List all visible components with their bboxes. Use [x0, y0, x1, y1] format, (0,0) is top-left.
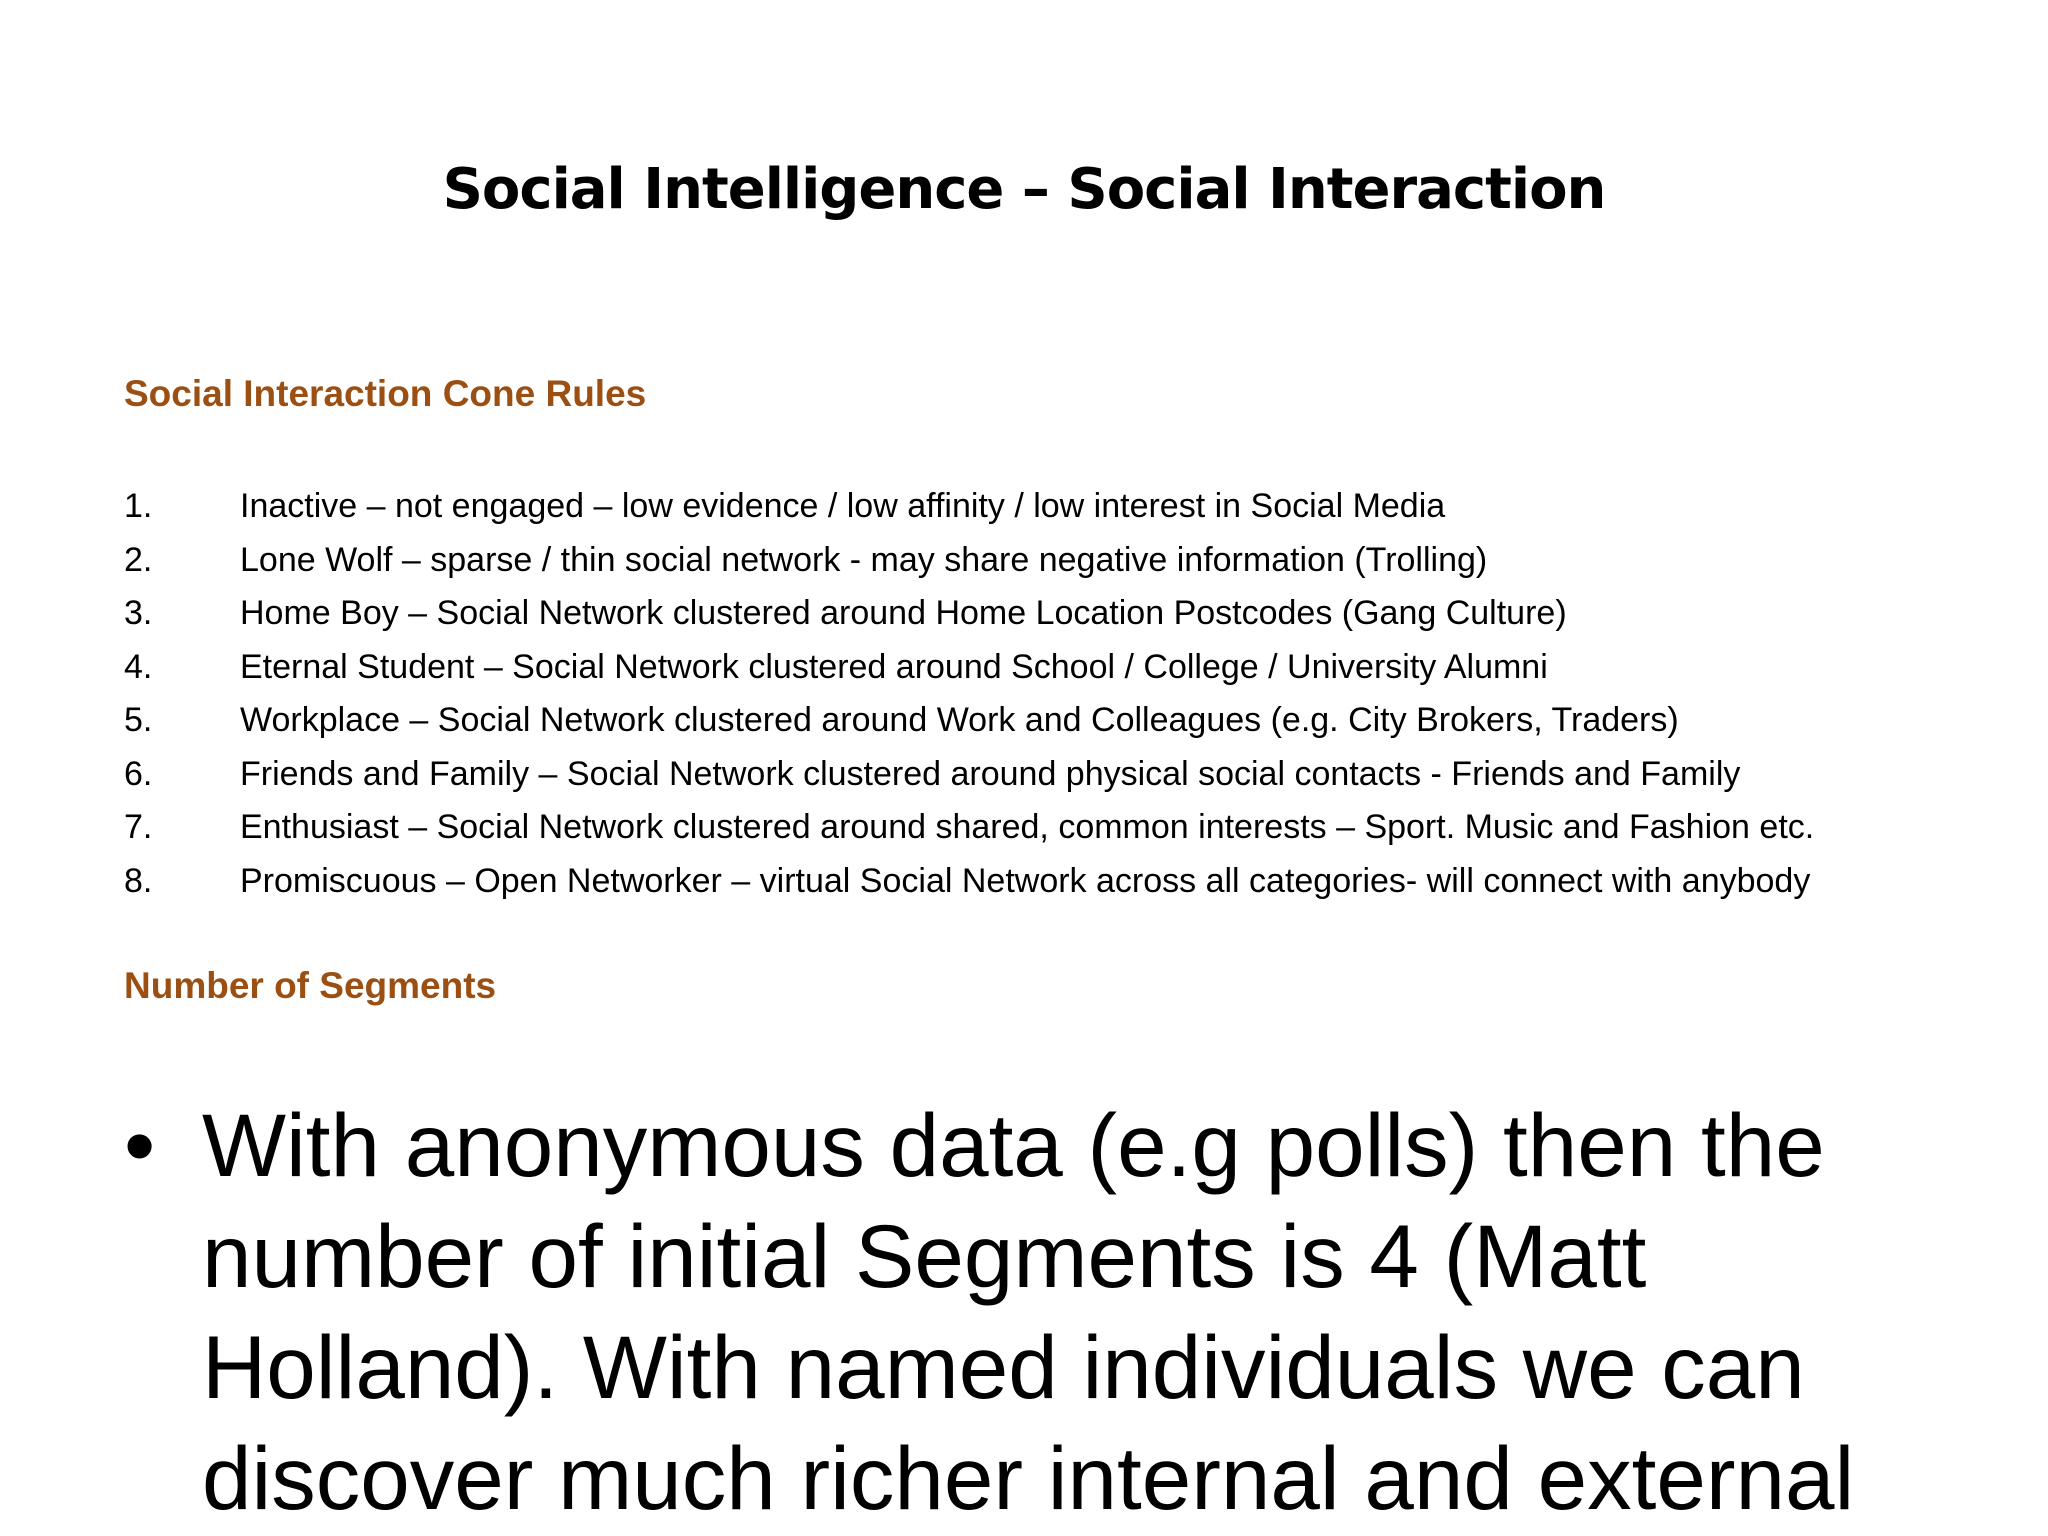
rule-text: Lone Wolf – sparse / thin social network - may share negative information (Trolling): [240, 540, 1488, 579]
rule-text: Inactive – not engaged – low evidence / low affinity / low interest in Social Media: [240, 487, 1446, 525]
rule-number: 4.: [124, 647, 153, 686]
segments-bullet-text: With anonymous data (e.g polls) then the number of initial Segments is 4 (Matt Holland). With named individuals we can discover much richer internal and external: [202, 1095, 1855, 1528]
rule-item-8: [124, 855, 2024, 909]
rule-text: Eternal Student – Social Network clustered around School / College / University Alumni: [240, 647, 1548, 686]
rule-number: 7.: [124, 808, 153, 846]
rule-number: 5.: [124, 701, 153, 739]
rule-number: 3.: [124, 594, 153, 632]
rule-number: 2.: [124, 540, 153, 579]
rule-item-4: [124, 641, 2024, 695]
rule-number: 1.: [124, 487, 153, 525]
rule-text: Friends and Family – Social Network clustered around physical social contacts - Friends and Family: [240, 754, 1741, 793]
rule-number: 8.: [124, 861, 153, 900]
rule-item-2: [124, 534, 2024, 588]
segments-bullet: [124, 1090, 2004, 1534]
rule-item-7: [124, 801, 2024, 855]
rule-item-1: [124, 480, 2024, 534]
rule-item-6: [124, 748, 2024, 802]
rule-text: Promiscuous – Open Networker – virtual Social Network across all categories- will connect with anybody: [240, 861, 1811, 900]
rule-text: Workplace – Social Network clustered around Work and Colleagues (e.g. City Brokers, Traders): [240, 701, 1679, 739]
rule-item-3: [124, 587, 2024, 641]
rules-section-heading: Social Interaction Cone Rules: [124, 373, 647, 414]
bullet-icon: •: [124, 1095, 156, 1195]
slide-title: Social Intelligence – Social Interaction: [442, 157, 1606, 222]
rule-text: Enthusiast – Social Network clustered around shared, common interests – Sport. Music and Fashion etc.: [240, 808, 1815, 846]
rules-list: [124, 480, 2024, 908]
segments-section-heading: Number of Segments: [124, 965, 497, 1006]
rule-item-5: [124, 694, 2024, 748]
rule-number: 6.: [124, 754, 153, 793]
rule-text: Home Boy – Social Network clustered around Home Location Postcodes (Gang Culture): [240, 594, 1567, 632]
